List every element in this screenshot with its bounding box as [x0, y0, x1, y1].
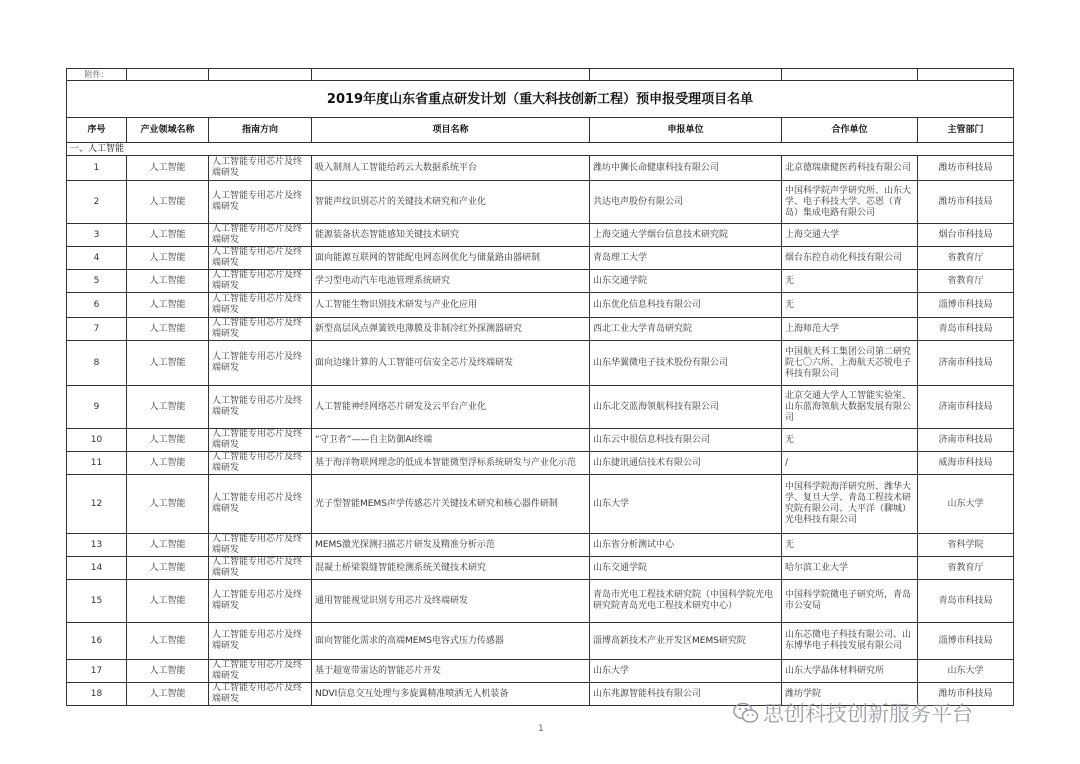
cell-field: 人工智能	[127, 534, 209, 557]
cell-applicant: 山东交通学院	[590, 270, 782, 293]
section-label: 一、人工智能	[67, 143, 1014, 156]
cell-field: 人工智能	[127, 660, 209, 683]
cell-partner: 中国航天科工集团公司第二研究院七〇六所、上海航天芯锐电子科技有限公司	[782, 341, 918, 386]
cell-project: 吸入制剂人工智能给药云大数据系统平台	[312, 156, 590, 181]
cell-partner: /	[782, 452, 918, 475]
cell-applicant: 山东北交蓝海领航科技有限公司	[590, 386, 782, 429]
cell-guide: 人工智能专用芯片及终端研发	[209, 683, 312, 706]
cell-applicant: 山东大学	[590, 660, 782, 683]
cell-project: 能源装备状态智能感知关键技术研究	[312, 224, 590, 247]
cell-seq: 17	[67, 660, 127, 683]
cell-field: 人工智能	[127, 181, 209, 224]
cell-dept: 潍坊市科技局	[918, 181, 1014, 224]
cell-guide: 人工智能专用芯片及终端研发	[209, 475, 312, 534]
cell-field: 人工智能	[127, 247, 209, 270]
cell-field: 人工智能	[127, 683, 209, 706]
cell-guide: 人工智能专用芯片及终端研发	[209, 452, 312, 475]
cell-seq: 15	[67, 580, 127, 623]
cell-project: 人工智能生物识别技术研发与产业化应用	[312, 293, 590, 318]
cell-dept: 省教育厅	[918, 557, 1014, 580]
table-row	[67, 181, 1014, 224]
document-sheet	[66, 68, 1013, 706]
cell-dept: 潍坊市科技局	[918, 156, 1014, 181]
cell-applicant: 淄博高新技术产业开发区MEMS研究院	[590, 623, 782, 660]
cell-applicant: 青岛市光电工程技术研究院（中国科学院光电研究院青岛光电工程技术研究中心）	[590, 580, 782, 623]
table-row	[67, 452, 1014, 475]
cell-field: 人工智能	[127, 224, 209, 247]
cell-guide: 人工智能专用芯片及终端研发	[209, 270, 312, 293]
table-row	[67, 270, 1014, 293]
cell-guide: 人工智能专用芯片及终端研发	[209, 156, 312, 181]
table-row	[67, 293, 1014, 318]
cell-dept: 山东大学	[918, 660, 1014, 683]
cell-partner: 中国科学院声学研究所、山东大学、电子科技大学、芯恩（青岛）集成电路有限公司	[782, 181, 918, 224]
cell-partner: 潍坊学院	[782, 683, 918, 706]
table-row	[67, 341, 1014, 386]
header-partner: 合作单位	[782, 118, 918, 143]
cell-partner: 无	[782, 534, 918, 557]
cell-project: 光子型智能MEMS声学传感芯片关键技术研究和核心器件研制	[312, 475, 590, 534]
cell-field: 人工智能	[127, 475, 209, 534]
table-row	[67, 557, 1014, 580]
table-row	[67, 534, 1014, 557]
cell-field: 人工智能	[127, 452, 209, 475]
cell-applicant: 潍坊中狮长命健康科技有限公司	[590, 156, 782, 181]
cell-partner: 哈尔滨工业大学	[782, 557, 918, 580]
cell-project: 通用智能视觉识别专用芯片及终端研发	[312, 580, 590, 623]
cell-project: 学习型电动汽车电池管理系统研究	[312, 270, 590, 293]
cell-seq: 11	[67, 452, 127, 475]
cell-applicant: 山东优化信息科技有限公司	[590, 293, 782, 318]
watermark	[733, 698, 973, 728]
cell-dept: 青岛市科技局	[918, 580, 1014, 623]
table-row	[67, 247, 1014, 270]
cell-field: 人工智能	[127, 580, 209, 623]
table-row	[67, 224, 1014, 247]
cell-seq: 14	[67, 557, 127, 580]
project-list-table	[66, 68, 1014, 706]
header-seq: 序号	[67, 118, 127, 143]
cell-field: 人工智能	[127, 270, 209, 293]
cell-applicant: 西北工业大学青岛研究院	[590, 318, 782, 341]
cell-applicant: 山东兆源智能科技有限公司	[590, 683, 782, 706]
table-row	[67, 623, 1014, 660]
cell-project: “守卫者”——自主防御AI终端	[312, 429, 590, 452]
cell-dept: 淄博市科技局	[918, 623, 1014, 660]
table-row	[67, 475, 1014, 534]
cell-seq: 3	[67, 224, 127, 247]
cell-partner: 无	[782, 429, 918, 452]
cell-dept: 省科学院	[918, 534, 1014, 557]
cell-dept: 潍坊市科技局	[918, 683, 1014, 706]
cell-applicant: 山东大学	[590, 475, 782, 534]
cell-applicant: 青岛理工大学	[590, 247, 782, 270]
cell-project: 基于海洋物联网理念的低成本智能微型浮标系统研发与产业化示范	[312, 452, 590, 475]
cell-seq: 12	[67, 475, 127, 534]
cell-dept: 青岛市科技局	[918, 318, 1014, 341]
cell-project: MEMS激光探测扫描芯片研发及精准分析示范	[312, 534, 590, 557]
cell-guide: 人工智能专用芯片及终端研发	[209, 386, 312, 429]
cell-partner: 北京交通大学人工智能实验室、山东蓝海领航大数据发展有限公司	[782, 386, 918, 429]
cell-applicant: 山东华翼微电子技术股份有限公司	[590, 341, 782, 386]
cell-seq: 8	[67, 341, 127, 386]
cell-partner: 中国科学院海洋研究所、潍华大学、复旦大学、青岛工程技术研究院有限公司、大平洋（聊城）光电科技有限公司	[782, 475, 918, 534]
cell-seq: 2	[67, 181, 127, 224]
title-row	[67, 81, 1014, 118]
cell-seq: 18	[67, 683, 127, 706]
header-row	[67, 118, 1014, 143]
attachment-label: 附件：	[67, 69, 127, 81]
cell-seq: 7	[67, 318, 127, 341]
cell-guide: 人工智能专用芯片及终端研发	[209, 247, 312, 270]
cell-guide: 人工智能专用芯片及终端研发	[209, 660, 312, 683]
cell-dept: 烟台市科技局	[918, 224, 1014, 247]
cell-seq: 4	[67, 247, 127, 270]
cell-applicant: 共达电声股份有限公司	[590, 181, 782, 224]
cell-field: 人工智能	[127, 386, 209, 429]
document-title: 2019年度山东省重点研发计划（重大科技创新工程）预申报受理项目名单	[67, 81, 1014, 118]
cell-seq: 5	[67, 270, 127, 293]
cell-seq: 1	[67, 156, 127, 181]
cell-dept: 省教育厅	[918, 270, 1014, 293]
cell-project: NDVI信息交互处理与多旋翼精准喷洒无人机装备	[312, 683, 590, 706]
section-row	[67, 143, 1014, 156]
cell-dept: 威海市科技局	[918, 452, 1014, 475]
cell-guide: 人工智能专用芯片及终端研发	[209, 318, 312, 341]
cell-partner: 无	[782, 293, 918, 318]
cell-field: 人工智能	[127, 429, 209, 452]
cell-guide: 人工智能专用芯片及终端研发	[209, 429, 312, 452]
table-row	[67, 156, 1014, 181]
cell-dept: 济南市科技局	[918, 386, 1014, 429]
cell-partner: 山东芯微电子科技有限公司、山东博华电子科技发展有限公司	[782, 623, 918, 660]
cell-field: 人工智能	[127, 557, 209, 580]
cell-seq: 6	[67, 293, 127, 318]
cell-field: 人工智能	[127, 293, 209, 318]
cell-project: 智能声纹识别芯片的关键技术研究和产业化	[312, 181, 590, 224]
cell-guide: 人工智能专用芯片及终端研发	[209, 534, 312, 557]
cell-partner: 北京德瑞康健医药科技有限公司	[782, 156, 918, 181]
header-guide: 指南方向	[209, 118, 312, 143]
cell-applicant: 山东捷讯通信技术有限公司	[590, 452, 782, 475]
cell-guide: 人工智能专用芯片及终端研发	[209, 557, 312, 580]
page-number: 1	[538, 724, 544, 734]
watermark-text: 思创科技创新服务平台	[763, 702, 973, 726]
header-applicant: 申报单位	[590, 118, 782, 143]
cell-project: 基于超宽带雷达的智能芯片开发	[312, 660, 590, 683]
cell-field: 人工智能	[127, 156, 209, 181]
cell-partner: 上海交通大学	[782, 224, 918, 247]
cell-guide: 人工智能专用芯片及终端研发	[209, 623, 312, 660]
cell-project: 面向能源互联网的智能配电网态网优化与储量路由器研制	[312, 247, 590, 270]
cell-dept: 省教育厅	[918, 247, 1014, 270]
header-dept: 主管部门	[918, 118, 1014, 143]
cell-applicant: 上海交通大学烟台信息技术研究院	[590, 224, 782, 247]
cell-guide: 人工智能专用芯片及终端研发	[209, 341, 312, 386]
cell-project: 混凝土桥梁裂缝智能检测系统关键技术研究	[312, 557, 590, 580]
cell-dept: 济南市科技局	[918, 341, 1014, 386]
cell-project: 面向智能化需求的高端MEMS电容式压力传感器	[312, 623, 590, 660]
cell-partner: 烟台东控自动化科技有限公司	[782, 247, 918, 270]
cell-partner: 中国科学院微电子研究所，青岛市公安局	[782, 580, 918, 623]
cell-guide: 人工智能专用芯片及终端研发	[209, 224, 312, 247]
table-row	[67, 429, 1014, 452]
table-row	[67, 386, 1014, 429]
cell-partner: 上海师范大学	[782, 318, 918, 341]
cell-guide: 人工智能专用芯片及终端研发	[209, 580, 312, 623]
cell-applicant: 山东省分析测试中心	[590, 534, 782, 557]
cell-applicant: 山东云中很信息科技有限公司	[590, 429, 782, 452]
cell-project: 面向边缘计算的人工智能可信安全芯片及终端研发	[312, 341, 590, 386]
cell-guide: 人工智能专用芯片及终端研发	[209, 181, 312, 224]
cell-field: 人工智能	[127, 623, 209, 660]
cell-dept: 山东大学	[918, 475, 1014, 534]
cell-seq: 16	[67, 623, 127, 660]
cell-seq: 9	[67, 386, 127, 429]
header-field: 产业领域名称	[127, 118, 209, 143]
cell-field: 人工智能	[127, 318, 209, 341]
table-row	[67, 318, 1014, 341]
cell-project: 人工智能神经网络芯片研发及云平台产业化	[312, 386, 590, 429]
cell-dept: 淄博市科技局	[918, 293, 1014, 318]
cell-partner: 无	[782, 270, 918, 293]
cell-dept: 济南市科技局	[918, 429, 1014, 452]
cell-applicant: 山东交通学院	[590, 557, 782, 580]
wechat-icon	[733, 702, 759, 724]
cell-partner: 山东大学晶体材料研究所	[782, 660, 918, 683]
cell-guide: 人工智能专用芯片及终端研发	[209, 293, 312, 318]
table-row	[67, 660, 1014, 683]
cell-project: 新型高层风点弹簧铁电薄膜及非制冷红外探测器研究	[312, 318, 590, 341]
cell-field: 人工智能	[127, 341, 209, 386]
cell-seq: 10	[67, 429, 127, 452]
attachment-row	[67, 69, 1014, 81]
cell-seq: 13	[67, 534, 127, 557]
table-row	[67, 580, 1014, 623]
header-project: 项目名称	[312, 118, 590, 143]
